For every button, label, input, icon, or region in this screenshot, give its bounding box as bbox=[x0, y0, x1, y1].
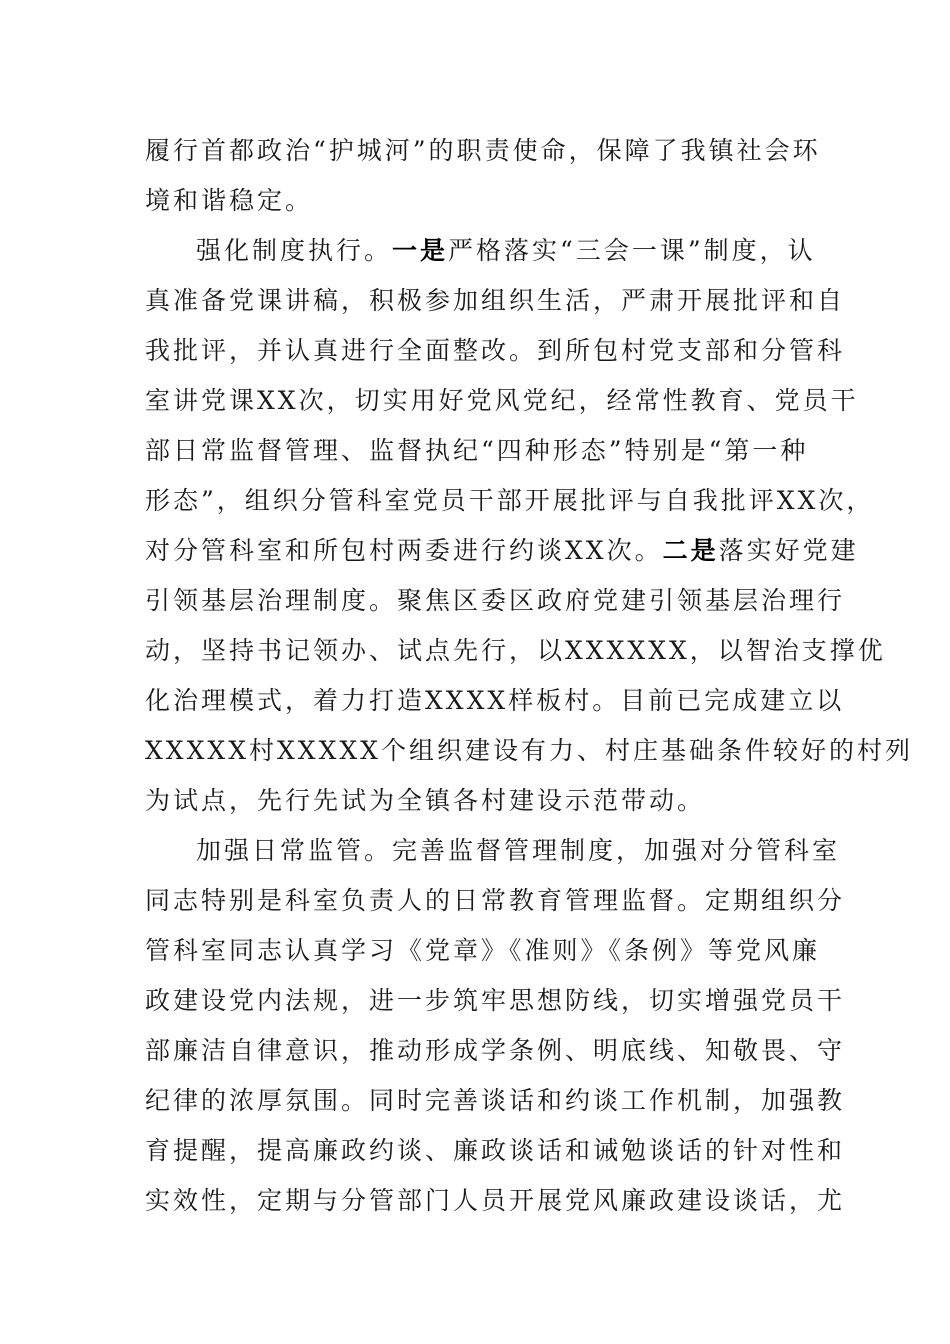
text-line bbox=[145, 1176, 845, 1226]
text-line bbox=[145, 526, 859, 576]
text-span: 管科室同志认真学习《党章》《准则》《条例》等党风廉 bbox=[145, 936, 821, 965]
text-span: 政建设党内法规，进一步筑牢思想防线，切实增强党员干 bbox=[145, 986, 846, 1015]
paragraph-heading: 强化制度执行。 bbox=[196, 236, 393, 265]
text-span: 严格落实“三会一课”制度，认 bbox=[448, 236, 816, 265]
text-line bbox=[145, 176, 313, 226]
text-line bbox=[145, 426, 808, 476]
text-line bbox=[145, 326, 845, 376]
text-span: 落实好党建 bbox=[718, 536, 859, 565]
text-line bbox=[145, 476, 874, 526]
text-line bbox=[145, 376, 859, 426]
text-span: 引领基层治理制度。聚焦区委区政府党建引领基层治理行 bbox=[145, 586, 846, 615]
text-span: 同志特别是科室负责人的日常教育管理监督。定期组织分 bbox=[145, 886, 846, 915]
text-line bbox=[145, 676, 844, 726]
text-line bbox=[145, 726, 913, 776]
text-line bbox=[145, 126, 821, 176]
text-line bbox=[196, 826, 840, 876]
text-span: 部日常监督管理、监督执纪“四种形态”特别是“第一种 bbox=[145, 436, 809, 465]
text-span: 室讲党课XX次，切实用好党风党纪，经常性教育、党员干 bbox=[145, 386, 859, 415]
text-span: 实效性，定期与分管部门人员开展党风廉政建设谈话，尤 bbox=[145, 1186, 846, 1215]
text-line bbox=[145, 1026, 845, 1076]
text-span: 动，坚持书记领办、试点先行，以XXXXXX，以智治支撑优 bbox=[145, 636, 886, 665]
text-span: 对分管科室和所包村两委进行约谈XX次。 bbox=[145, 536, 663, 565]
text-span: XXXXX村XXXXX个组织建设有力、村庄基础条件较好的村列 bbox=[145, 736, 913, 765]
text-line bbox=[145, 976, 845, 1026]
text-span: 化治理模式，着力打造XXXX样板村。目前已完成建立以 bbox=[145, 686, 845, 715]
text-span: 育提醒，提高廉政约谈、廉政谈话和诫勉谈话的针对性和 bbox=[145, 1136, 846, 1165]
text-line bbox=[196, 226, 816, 276]
text-span: 境和谐稳定。 bbox=[145, 186, 314, 215]
text-line bbox=[145, 1076, 845, 1126]
text-span: 形态”，组织分管科室党员干部开展批评与自我批评XX次， bbox=[145, 486, 875, 515]
text-span: 履行首都政治“护城河”的职责使命，保障了我镇社会环 bbox=[145, 136, 821, 165]
text-span: 部廉洁自律意识，推动形成学条例、明底线、知敬畏、守 bbox=[145, 1036, 846, 1065]
text-span: 纪律的浓厚氛围。同时完善谈话和约谈工作机制，加强教 bbox=[145, 1086, 846, 1115]
text-span: 真准备党课讲稿，积极参加组织生活，严肃开展批评和自 bbox=[145, 286, 846, 315]
text-line bbox=[145, 1126, 845, 1176]
text-line bbox=[145, 576, 845, 626]
bold-marker: 二是 bbox=[662, 536, 719, 565]
text-line bbox=[145, 626, 886, 676]
text-span: 加强日常监管。完善监督管理制度，加强对分管科室 bbox=[196, 836, 841, 865]
text-span: 为试点，先行先试为全镇各村建设示范带动。 bbox=[145, 786, 706, 815]
text-line bbox=[145, 276, 845, 326]
text-line bbox=[145, 776, 705, 826]
bold-marker: 一是 bbox=[392, 236, 449, 265]
text-line bbox=[145, 926, 820, 976]
text-span: 我批评，并认真进行全面整改。到所包村党支部和分管科 bbox=[145, 336, 846, 365]
text-line bbox=[145, 876, 845, 926]
